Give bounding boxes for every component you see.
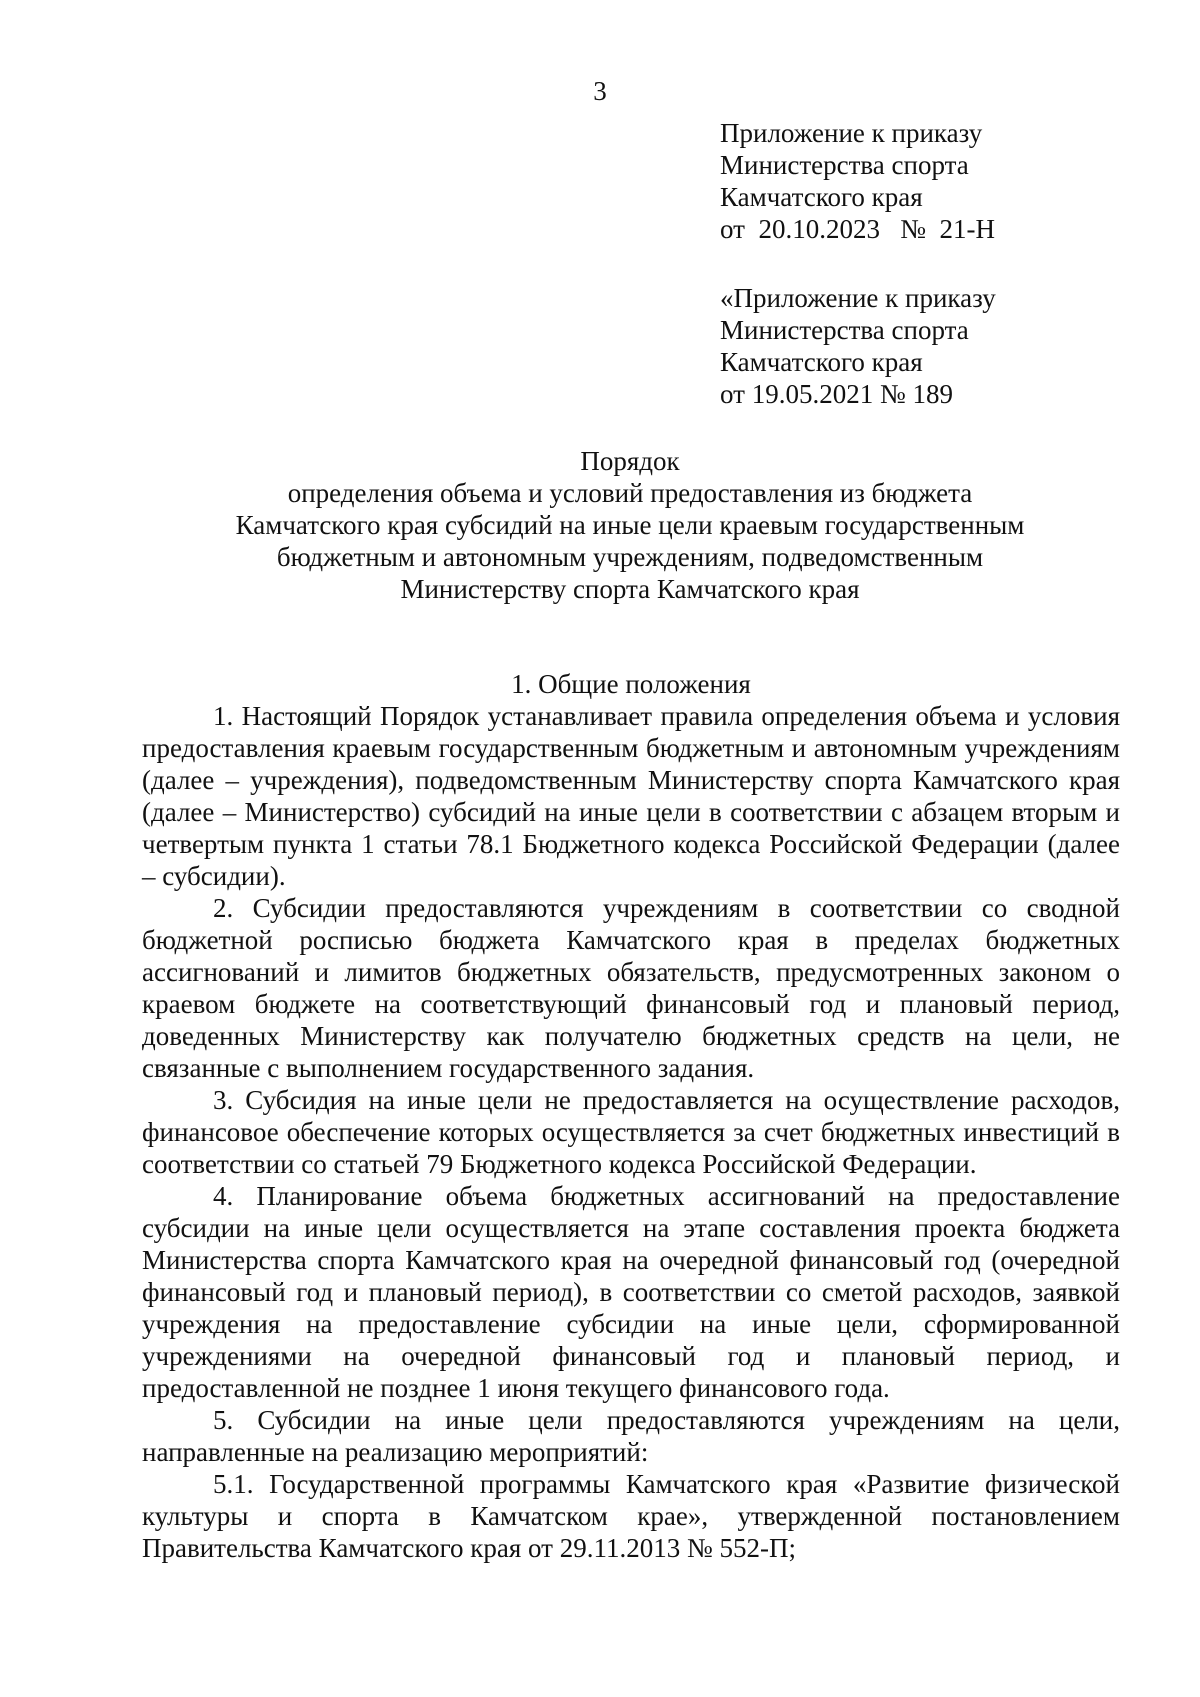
paragraph-2: 2. Субсидии предоставляются учреждениям в соответствии со сводной бюджетной росписью бюджета Камчатского края в пределах бюджетных ассигнований и лимитов бюджетных обязательств, предусмотренных законом о краевом бюджете на соответствующий финансовый год и плановый период, доведенных Министерству как получателю бюджетных средств на цели, не связанные с выполнением государственного задания. [142, 893, 1120, 1083]
appendix-reference-current [720, 117, 995, 245]
appendix-line: Камчатского края [720, 347, 923, 377]
appendix-line: «Приложение к приказу [720, 283, 996, 313]
title-line: бюджетным и автономным учреждениям, подведомственным [276, 542, 984, 572]
appendix-line: Министерства спорта [720, 315, 969, 345]
paragraph-3: 3. Субсидия на иные цели не предоставляется на осуществление расходов, финансовое обеспечение которых осуществляется за счет бюджетных инвестиций в соответствии со статьей 79 Бюджетного кодекса Российской Федерации. [142, 1085, 1120, 1179]
section-heading: 1. Общие положения [511, 669, 751, 699]
page-number: 3 [593, 76, 607, 106]
title-line: Министерству спорта Камчатского края [400, 574, 860, 604]
paragraph-4: 4. Планирование объема бюджетных ассигнований на предоставление субсидии на иные цели осуществляется на этапе составления проекта бюджета Министерства спорта Камчатского края на очередной финансовый год (очередной финансовый год и плановый период), в соответствии со сметой расходов, заявкой учреждения на предоставление субсидии на иные цели, сформированной учреждениями на очередной финансовый год и плановый период, и предоставленной не позднее 1 июня текущего финансового года. [142, 1181, 1120, 1403]
title-line: определения объема и условий предоставления из бюджета [287, 478, 973, 508]
appendix-order-date-number: от 20.10.2023 № 21-Н [720, 214, 995, 244]
appendix-line: Министерства спорта [720, 150, 969, 180]
title-line: Камчатского края субсидий на иные цели краевым государственным [235, 510, 1025, 540]
appendix-line: Камчатского края [720, 182, 923, 212]
appendix-order-date-number: от 19.05.2021 № 189 [720, 379, 953, 409]
paragraph-5-1: 5.1. Государственной программы Камчатского края «Развитие физической культуры и спорта в Камчатском крае», утвержденной постановлением Правительства Камчатского края от 29.11.2013 № 552-П; [142, 1469, 1120, 1563]
paragraph-1: 1. Настоящий Порядок устанавливает правила определения объема и условия предоставления краевым государственным бюджетным и автономным учреждениям (далее – учреждения), подведомственным Министерству спорта Камчатского края (далее – Министерство) субсидий на иные цели в соответствии с абзацем вторым и четвертым пункта 1 статьи 78.1 Бюджетного кодекса Российской Федерации (далее – субсидии). [142, 701, 1120, 891]
title-heading: Порядок [580, 446, 680, 476]
paragraph-5: 5. Субсидии на иные цели предоставляются учреждениям на цели, направленные на реализацию мероприятий: [142, 1405, 1120, 1467]
document-body [142, 668, 1120, 1564]
document-title [140, 445, 1120, 605]
appendix-line: Приложение к приказу [720, 118, 983, 148]
appendix-reference-previous [720, 282, 996, 410]
